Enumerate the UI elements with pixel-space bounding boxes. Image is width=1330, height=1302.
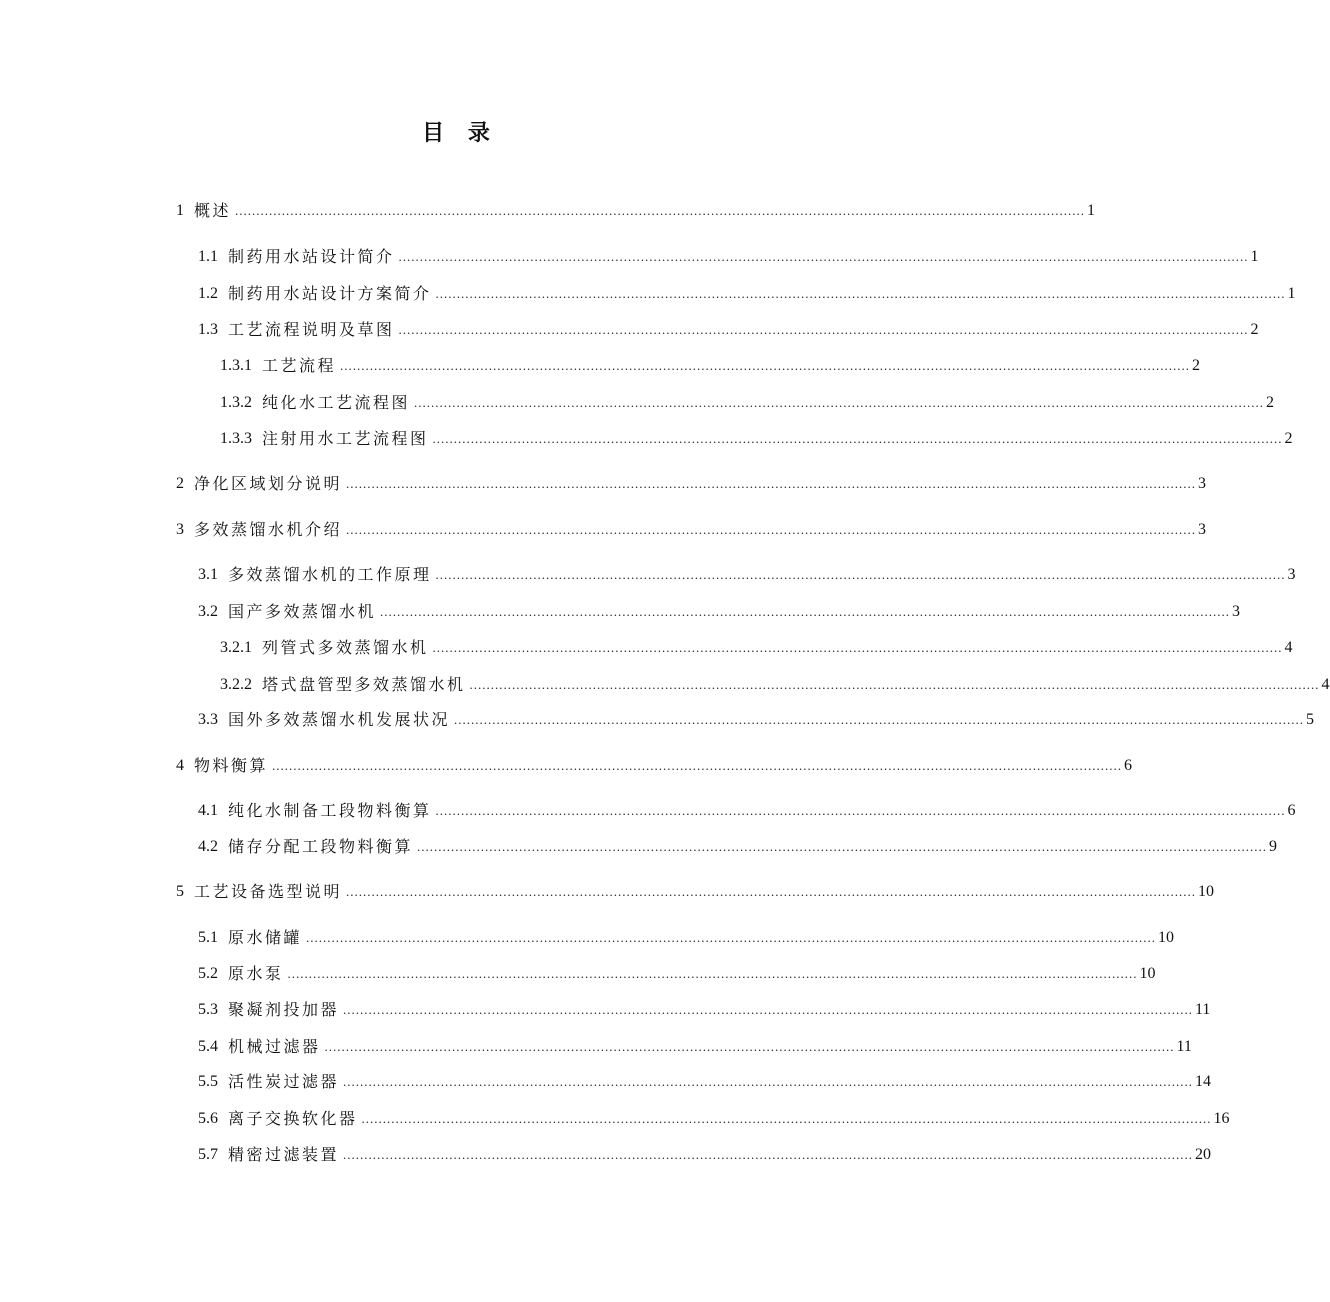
toc-dot-leader: ........................................................................................................................................................................................................ (346, 884, 1197, 899)
toc-entry[interactable] (198, 999, 1211, 1021)
toc-entry-label: 物料衡算 (194, 756, 269, 775)
toc-entry-page-number: 2 (1266, 394, 1275, 411)
toc-entry-page-number: 6 (1287, 802, 1296, 819)
toc-entry-page-number: 14 (1195, 1073, 1212, 1090)
toc-entry-number: 3 (176, 521, 184, 538)
toc-entry-label: 储存分配工段物料衡算 (228, 837, 414, 856)
toc-entry-page-number: 6 (1124, 757, 1133, 774)
toc-entry-label: 列管式多效蒸馏水机 (262, 638, 429, 657)
toc-dot-leader: ........................................................................................................................................................................................................ (435, 567, 1286, 582)
toc-entry-number: 1.2 (198, 285, 218, 302)
toc-entry[interactable] (198, 1108, 1230, 1130)
toc-entry[interactable] (198, 709, 1315, 731)
toc-entry[interactable] (198, 1071, 1212, 1093)
toc-entry[interactable] (220, 428, 1293, 450)
toc-entry-page-number: 1 (1250, 248, 1259, 265)
toc-entry-page-number: 3 (1287, 566, 1296, 583)
toc-dot-leader: ........................................................................................................................................................................................................ (432, 431, 1283, 446)
toc-entry-page-number: 10 (1158, 929, 1175, 946)
toc-entry-page-number: 9 (1269, 838, 1278, 855)
toc-entry[interactable] (198, 1144, 1212, 1166)
toc-title: 目 录 (422, 121, 498, 146)
toc-entry[interactable] (198, 836, 1278, 858)
toc-entry-label: 国外多效蒸馏水机发展状况 (228, 710, 451, 729)
toc-entry-page-number: 1 (1287, 285, 1296, 302)
toc-entry-page-number: 10 (1198, 883, 1215, 900)
toc-entry-page-number: 10 (1139, 965, 1156, 982)
toc-dot-leader: ........................................................................................................................................................................................................ (361, 1111, 1212, 1126)
toc-entry[interactable] (198, 319, 1259, 341)
toc-dot-leader: ........................................................................................................................................................................................................ (324, 1039, 1175, 1054)
toc-dot-leader: ........................................................................................................................................................................................................ (343, 1002, 1194, 1017)
toc-entry-page-number: 3 (1232, 603, 1241, 620)
toc-entry-number: 2 (176, 475, 184, 492)
toc-dot-leader: ........................................................................................................................................................................................................ (398, 249, 1249, 264)
toc-dot-leader: ........................................................................................................................................................................................................ (435, 803, 1286, 818)
toc-entry-label: 原水泵 (228, 964, 284, 983)
toc-entry-label: 精密过滤装置 (228, 1145, 340, 1164)
toc-entry-page-number: 11 (1176, 1038, 1192, 1055)
toc-dot-leader: ........................................................................................................................................................................................................ (343, 1074, 1194, 1089)
toc-entry-page-number: 1 (1087, 202, 1096, 219)
toc-entry-label: 聚凝剂投加器 (228, 1000, 340, 1019)
toc-entry-label: 工艺设备选型说明 (194, 882, 343, 901)
toc-entry-label: 机械过滤器 (228, 1037, 321, 1056)
toc-dot-leader: ........................................................................................................................................................................................................ (398, 322, 1249, 337)
toc-entry-number: 5.3 (198, 1001, 218, 1018)
toc-entry-label: 国产多效蒸馏水机 (228, 602, 377, 621)
toc-dot-leader: ........................................................................................................................................................................................................ (235, 203, 1086, 218)
toc-entry-number: 3.2 (198, 603, 218, 620)
toc-entry-number: 1 (176, 202, 184, 219)
toc-entry-page-number: 3 (1198, 475, 1207, 492)
toc-entry-number: 5.4 (198, 1038, 218, 1055)
toc-entry-number: 4 (176, 757, 184, 774)
toc-entry[interactable] (220, 392, 1275, 414)
toc-entry-label: 注射用水工艺流程图 (262, 429, 429, 448)
toc-entry[interactable] (198, 1036, 1192, 1058)
toc-dot-leader: ........................................................................................................................................................................................................ (469, 677, 1320, 692)
toc-entry-page-number: 11 (1195, 1001, 1211, 1018)
toc-entry-page-number: 3 (1198, 521, 1207, 538)
toc-entry-label: 制药用水站设计方案简介 (228, 284, 432, 303)
toc-entry-number: 3.1 (198, 566, 218, 583)
toc-entry[interactable] (198, 283, 1296, 305)
toc-entry[interactable] (176, 200, 1096, 222)
toc-entry-label: 离子交换软化器 (228, 1109, 358, 1128)
toc-entry-label: 多效蒸馏水机的工作原理 (228, 565, 432, 584)
toc-entry-page-number: 4 (1321, 676, 1330, 693)
toc-entry-page-number: 4 (1284, 639, 1293, 656)
toc-entry-label: 塔式盘管型多效蒸馏水机 (262, 675, 466, 694)
toc-entry-number: 1.3.1 (220, 357, 252, 374)
toc-entry-number: 4.1 (198, 802, 218, 819)
toc-entry[interactable] (198, 927, 1175, 949)
toc-dot-leader: ........................................................................................................................................................................................................ (346, 522, 1197, 537)
toc-entry-page-number: 2 (1192, 357, 1201, 374)
toc-entry-label: 工艺流程 (262, 356, 337, 375)
toc-dot-leader: ........................................................................................................................................................................................................ (287, 966, 1138, 981)
toc-dot-leader: ........................................................................................................................................................................................................ (435, 286, 1286, 301)
toc-entry[interactable] (198, 601, 1241, 623)
toc-entry-number: 5.6 (198, 1110, 218, 1127)
toc-entry-label: 概述 (194, 201, 232, 220)
toc-entry[interactable] (176, 519, 1207, 541)
toc-entry[interactable] (220, 637, 1293, 659)
toc-entry-number: 3.2.2 (220, 676, 252, 693)
toc-dot-leader: ........................................................................................................................................................................................................ (343, 1147, 1194, 1162)
toc-entry-page-number: 20 (1195, 1146, 1212, 1163)
toc-entry[interactable] (176, 755, 1133, 777)
toc-entry[interactable] (198, 800, 1296, 822)
toc-entry-number: 5.2 (198, 965, 218, 982)
toc-dot-leader: ........................................................................................................................................................................................................ (417, 839, 1268, 854)
toc-entry[interactable] (220, 355, 1201, 377)
toc-entry-page-number: 16 (1213, 1110, 1230, 1127)
toc-dot-leader: ........................................................................................................................................................................................................ (432, 640, 1283, 655)
toc-entry[interactable] (198, 963, 1156, 985)
toc-dot-leader: ........................................................................................................................................................................................................ (306, 930, 1157, 945)
toc-entry-number: 1.1 (198, 248, 218, 265)
toc-entry-label: 活性炭过滤器 (228, 1072, 340, 1091)
toc-entry[interactable] (198, 246, 1259, 268)
toc-entry-number: 1.3 (198, 321, 218, 338)
toc-entry-label: 多效蒸馏水机介绍 (194, 520, 343, 539)
toc-entry[interactable] (176, 473, 1207, 495)
toc-dot-leader: ........................................................................................................................................................................................................ (380, 604, 1231, 619)
toc-entry-number: 4.2 (198, 838, 218, 855)
toc-dot-leader: ........................................................................................................................................................................................................ (346, 476, 1197, 491)
toc-entry-number: 5.7 (198, 1146, 218, 1163)
toc-entry[interactable] (220, 674, 1330, 696)
toc-entry-label: 原水储罐 (228, 928, 303, 947)
toc-entry-number: 1.3.3 (220, 430, 252, 447)
toc-dot-leader: ........................................................................................................................................................................................................ (414, 395, 1265, 410)
toc-entry-label: 工艺流程说明及草图 (228, 320, 395, 339)
toc-entry-number: 3.3 (198, 711, 218, 728)
toc-entry-number: 5.1 (198, 929, 218, 946)
toc-dot-leader: ........................................................................................................................................................................................................ (454, 712, 1305, 727)
toc-entry-number: 5 (176, 883, 184, 900)
toc-dot-leader: ........................................................................................................................................................................................................ (272, 758, 1123, 773)
toc-entry[interactable] (198, 564, 1296, 586)
toc-entry-number: 5.5 (198, 1073, 218, 1090)
toc-entry-number: 3.2.1 (220, 639, 252, 656)
toc-entry-page-number: 2 (1250, 321, 1259, 338)
toc-entry-page-number: 5 (1306, 711, 1315, 728)
toc-entry-label: 纯化水制备工段物料衡算 (228, 801, 432, 820)
toc-entry[interactable] (176, 881, 1215, 903)
toc-entry-page-number: 2 (1284, 430, 1293, 447)
toc-dot-leader: ........................................................................................................................................................................................................ (340, 358, 1191, 373)
toc-entry-label: 净化区域划分说明 (194, 474, 343, 493)
toc-entry-number: 1.3.2 (220, 394, 252, 411)
toc-entry-label: 纯化水工艺流程图 (262, 393, 411, 412)
toc-entry-label: 制药用水站设计简介 (228, 247, 395, 266)
